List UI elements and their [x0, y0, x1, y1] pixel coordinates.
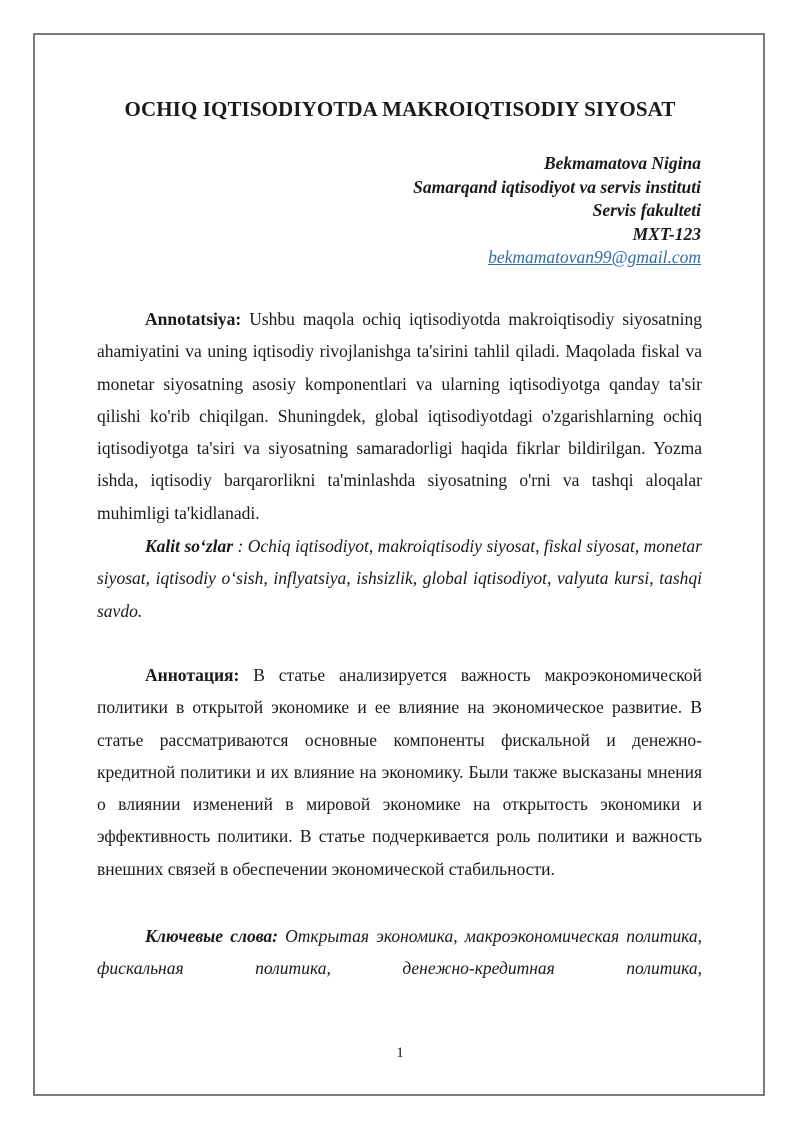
keywords-ru	[97, 920, 702, 985]
keywords-ru-label: Ключевые слова:	[145, 926, 278, 946]
author-email-link[interactable]: bekmamatovan99@gmail.com	[488, 247, 701, 267]
keywords-uz	[97, 530, 702, 627]
abstract-ru-text: В статье анализируется важность макроэкономической политики в открытой экономике и ее влияние на экономическое развитие. В статье рассматриваются основные компоненты фискальной и денежно-кредитной политики и их влияние на экономику. Были также высказаны мнения о влиянии изменений в мировой экономике на открытость экономики и эффективность политики. В статье подчеркивается роль политики и важность внешних связей в обеспечении экономической стабильности.	[97, 665, 702, 879]
author-name: Bekmamatova Nigina	[543, 153, 701, 173]
abstract-uz	[97, 303, 702, 529]
abstract-uz-label: Annotatsiya:	[145, 309, 242, 329]
author-block	[413, 152, 701, 270]
abstract-ru-label: Аннотация:	[145, 665, 240, 685]
keywords-uz-label: Kalit so‘zlar	[145, 536, 234, 556]
abstract-ru	[97, 659, 702, 885]
keywords-ru-text: Открытая экономика, макроэкономическая политика, фискальная политика, денежно-кредитная политика,	[97, 926, 702, 979]
author-institution: Samarqand iqtisodiyot va servis instituti	[413, 176, 701, 197]
abstract-uz-text: Ushbu maqola ochiq iqtisodiyotda makroiqtisodiy siyosatning ahamiyatini va uning iqtisodiy rivojlanishga ta'sirini tahlil qiladi. Maqolada fiskal va monetar siyosatning asosiy komponentlari va ularning iqtisodiyotga qanday ta'sir qilishi ko'rib chiqilgan. Shuningdek, global iqtisodiyotdagi o'zgarishlarning ochiq iqtisodiyotga ta'siri va siyosatning samaradorligi haqida fikrlar bildirilgan. Yozma ishda, iqtisodiy barqarorlikni ta'minlashda siyosatning o'rni va tashqi aloqalar muhimligi ta'kidlanadi.	[97, 309, 702, 523]
author-group: MXT-123	[632, 223, 701, 244]
keywords-uz-text: : Ochiq iqtisodiyot, makroiqtisodiy siyosat, fiskal siyosat, monetar siyosat, iqtisodiy o‘sish, inflyatsiya, ishsizlik, global iqtisodiyot, valyuta kursi, tashqi savdo.	[97, 536, 702, 621]
author-faculty: Servis fakulteti	[592, 200, 701, 220]
page-number: 1	[396, 1045, 404, 1061]
article-title: OCHIQ IQTISODIYOTDA MAKROIQTISODIY SIYOSAT	[124, 97, 676, 121]
